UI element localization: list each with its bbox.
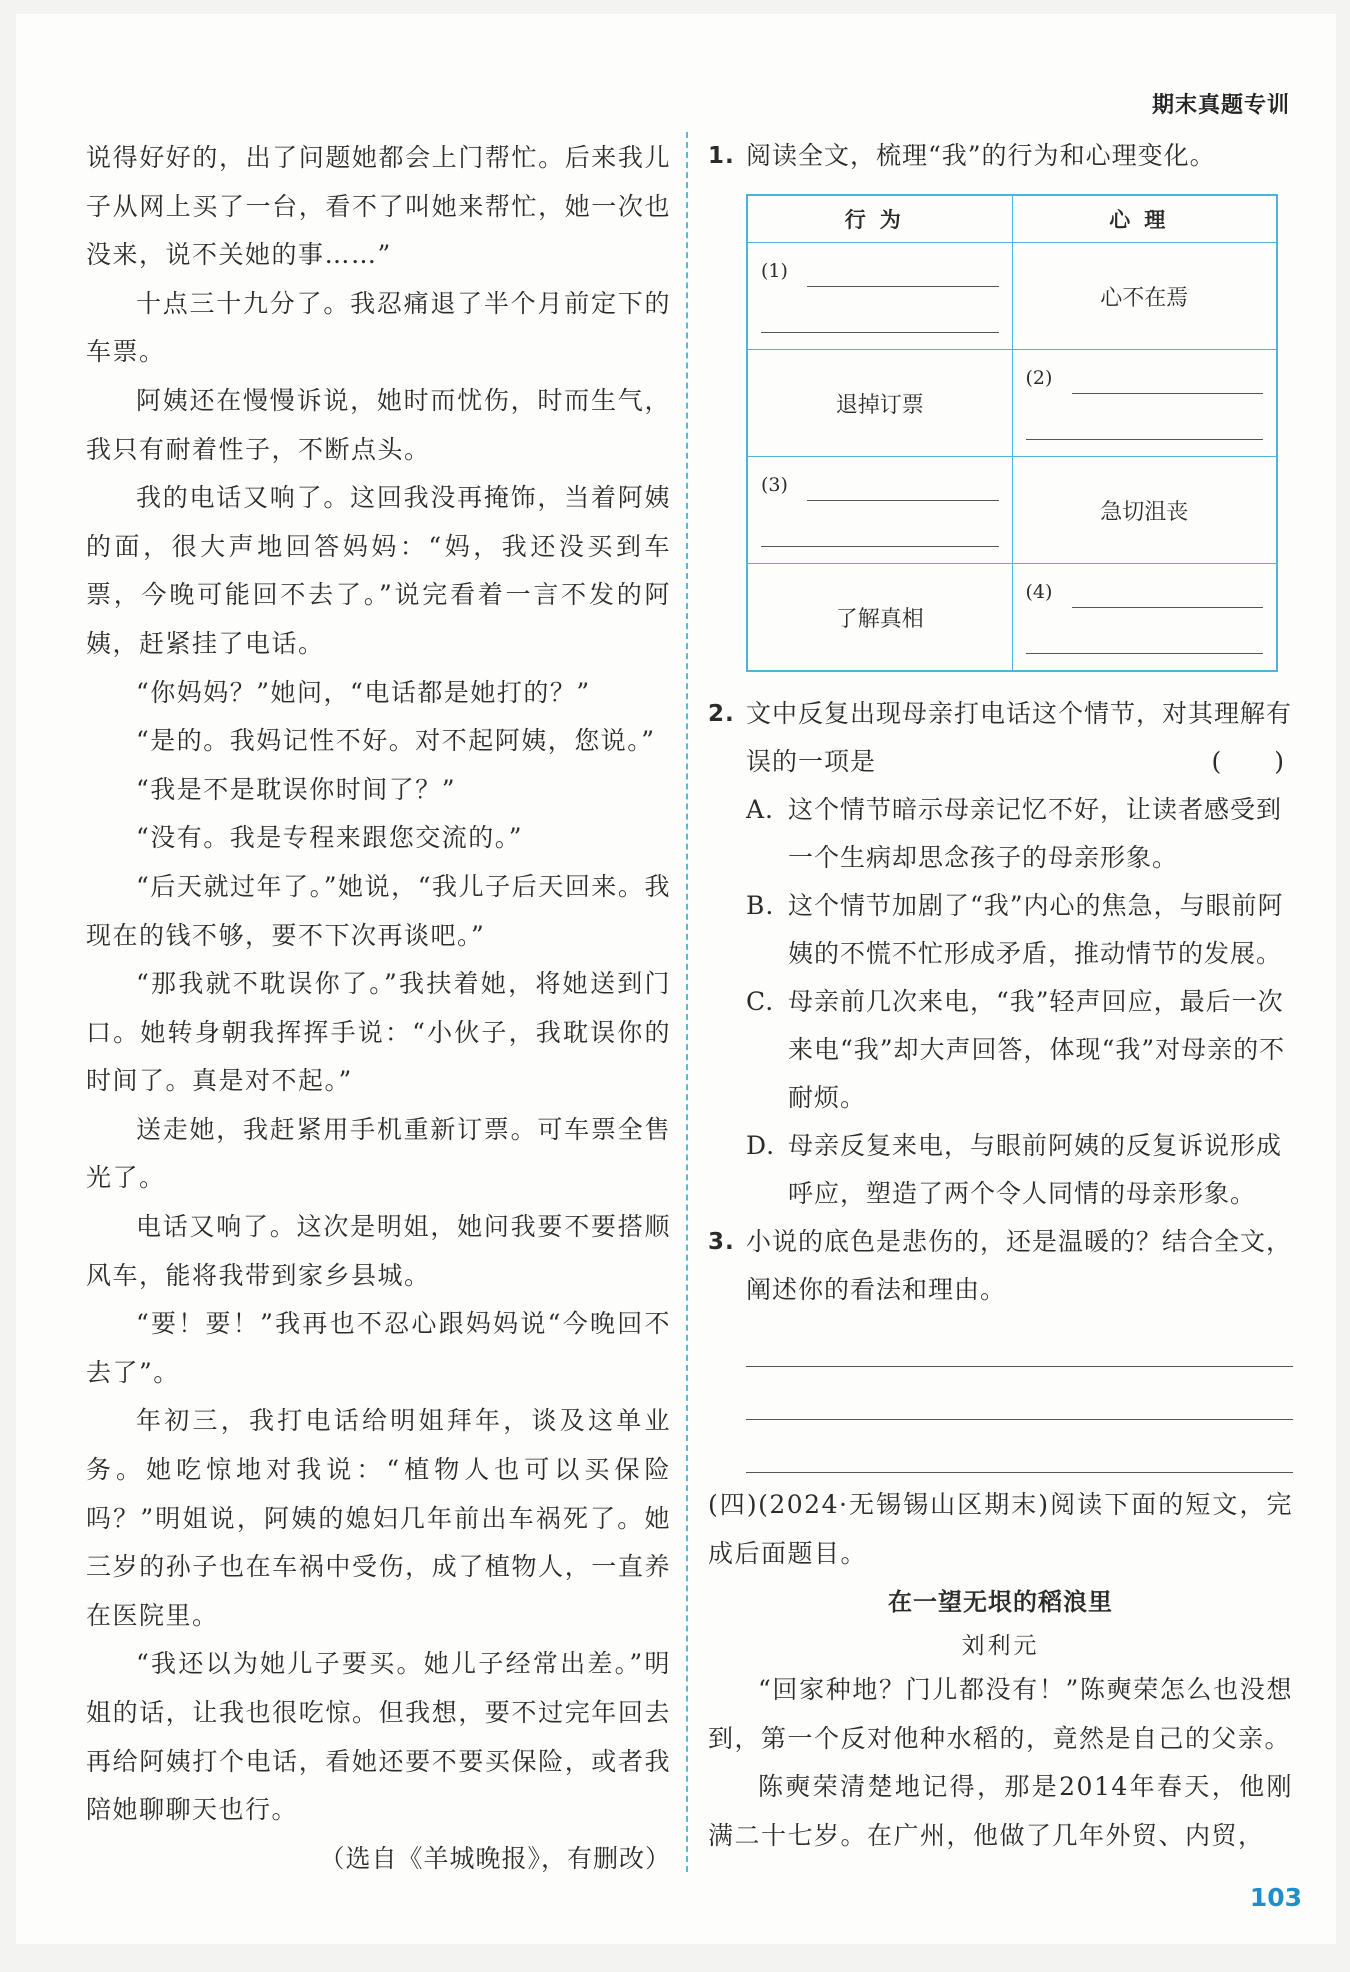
questions-column [708, 132, 1293, 1861]
option-b[interactable] [708, 882, 1293, 978]
story-paragraph: “要！要！”我再也不忍心跟妈妈说“今晚回不去了”。 [86, 1309, 671, 1387]
story-paragraph: 电话又响了。这次是明姐，她问我要不要搭顺风车，能将我带到家乡县城。 [86, 1212, 671, 1290]
answer-blank-2[interactable] [1012, 350, 1277, 457]
option-a[interactable] [708, 786, 1293, 882]
story-paragraph: 年初三，我打电话给明姐拜年，谈及这单业务。她吃惊地对我说：“植物人也可以买保险吗？”明姐说，阿姨的媳妇几年前出车祸死了。她三岁的孙子也在车祸中受伤，成了植物人，一直养在医院里。 [86, 1406, 671, 1630]
header-title: 期末真题专训 [1151, 93, 1290, 118]
story-paragraph: 阿姨还在慢慢诉说，她时而忧伤，时而生气，我只有耐着性子，不断点头。 [86, 385, 671, 464]
option-letter: A. [746, 795, 775, 824]
story-paragraph: 陈奭荣清楚地记得，那是2014年春天，他刚满二十七岁。在广州，他做了几年外贸、内贸， [708, 1772, 1293, 1850]
story-paragraph: 十点三十九分了。我忍痛退了半个月前定下的车票。 [86, 288, 671, 367]
option-text: 母亲前几次来电，“我”轻声回应，最后一次来电“我”却大声回答，体现“我”对母亲的不耐烦。 [788, 987, 1286, 1112]
story-paragraph: 送走她，我赶紧用手机重新订票。可车票全售光了。 [86, 1114, 671, 1193]
source-note: （选自《羊城晚报》，有删改） [319, 1843, 671, 1873]
column-divider [686, 132, 688, 1872]
blank-number: (3) [761, 474, 788, 496]
story-paragraph: “那我就不耽误你了。”我扶着她，将她送到门口。她转身朝我挥挥手说：“小伙子，我耽误你的时间了。真是对不起。” [86, 969, 671, 1096]
section-intro: (四)(2024·无锡锡山区期末)阅读下面的短文，完成后面题目。 [708, 1490, 1293, 1568]
table-cell: 急切沮丧 [1012, 457, 1277, 564]
table-cell: 心不在焉 [1012, 243, 1277, 350]
page-number: 103 [1249, 1883, 1302, 1912]
story-paragraph: “是的。我妈记性不好。对不起阿姨，您说。” [136, 726, 656, 756]
story-paragraph: “你妈妈？”她问，“电话都是她打的？” [136, 677, 591, 707]
question-text: 文中反复出现母亲打电话这个情节，对其理解有误的一项是 [746, 699, 1293, 776]
option-d[interactable] [708, 1122, 1293, 1218]
story-paragraph: “没有。我是专程来跟您交流的。” [136, 823, 524, 853]
option-letter: D. [746, 1131, 776, 1160]
story-paragraph: “回家种地？门儿都没有！”陈奭荣怎么也没想到，第一个反对他种水稻的，竟然是自己的父亲。 [708, 1675, 1293, 1753]
question-text: 小说的底色是悲伤的，还是温暖的？结合全文，阐述你的看法和理由。 [746, 1227, 1293, 1304]
option-letter: B. [746, 891, 775, 920]
option-c[interactable] [708, 978, 1293, 1122]
story-paragraph: “我还以为她儿子要买。她儿子经常出差。”明姐的话，让我也很吃惊。但我想，要不过完年回去再给阿姨打个电话，看她还要不要买保险，或者我陪她聊聊天也行。 [86, 1649, 671, 1825]
option-text: 母亲反复来电，与眼前阿姨的反复诉说形成呼应，塑造了两个令人同情的母亲形象。 [788, 1131, 1283, 1208]
page [16, 14, 1336, 1944]
answer-line[interactable] [746, 1420, 1293, 1473]
answer-line[interactable] [746, 1367, 1293, 1420]
table-header-behavior: 行为 [747, 195, 1012, 243]
question-2 [708, 690, 1293, 786]
answer-line[interactable] [746, 1314, 1293, 1367]
blank-number: (4) [1025, 581, 1053, 603]
blank-number: (2) [1025, 367, 1053, 389]
story-title: 在一望无垠的稻浪里 [888, 1588, 1113, 1617]
answer-blank-4[interactable] [1012, 564, 1277, 672]
question-1 [708, 132, 1293, 180]
table-header-mind: 心理 [1012, 195, 1277, 243]
table-cell: 了解真相 [747, 564, 1012, 672]
story-paragraph: “后天就过年了。”她说，“我儿子后天回来。我现在的钱不够，要不下次再谈吧。” [86, 871, 671, 950]
option-text: 这个情节加剧了“我”内心的焦急，与眼前阿姨的不慌不忙形成矛盾，推动情节的发展。 [788, 891, 1284, 968]
question-number: 3. [708, 1229, 735, 1255]
answer-blank-1[interactable] [747, 243, 1012, 350]
question-3 [708, 1218, 1293, 1314]
story-paragraph: “我是不是耽误你时间了？” [136, 774, 457, 804]
story-paragraph: 说得好好的，出了问题她都会上门帮忙。后来我儿子从网上买了一台，看不了叫她来帮忙，她一次也没来，说不关她的事……” [86, 143, 671, 270]
answer-paren[interactable]: ( ) [1211, 747, 1285, 776]
behavior-mind-table [746, 194, 1278, 672]
question-number: 1. [708, 143, 735, 169]
story-author: 刘利元 [961, 1633, 1040, 1660]
option-text: 这个情节暗示母亲记忆不好，让读者感受到一个生病却思念孩子的母亲形象。 [788, 795, 1283, 872]
story-continuation [86, 134, 671, 1883]
question-number: 2. [708, 701, 735, 727]
blank-number: (1) [761, 260, 788, 282]
answer-blank-3[interactable] [747, 457, 1012, 564]
story-paragraph: 我的电话又响了。这回我没再掩饰，当着阿姨的面，很大声地回答妈妈：“妈，我还没买到车票，今晚可能回不去了。”说完看着一言不发的阿姨，赶紧挂了电话。 [86, 483, 671, 658]
table-cell: 退掉订票 [747, 350, 1012, 457]
question-text: 阅读全文，梳理“我”的行为和心理变化。 [746, 141, 1216, 170]
option-letter: C. [746, 987, 775, 1016]
